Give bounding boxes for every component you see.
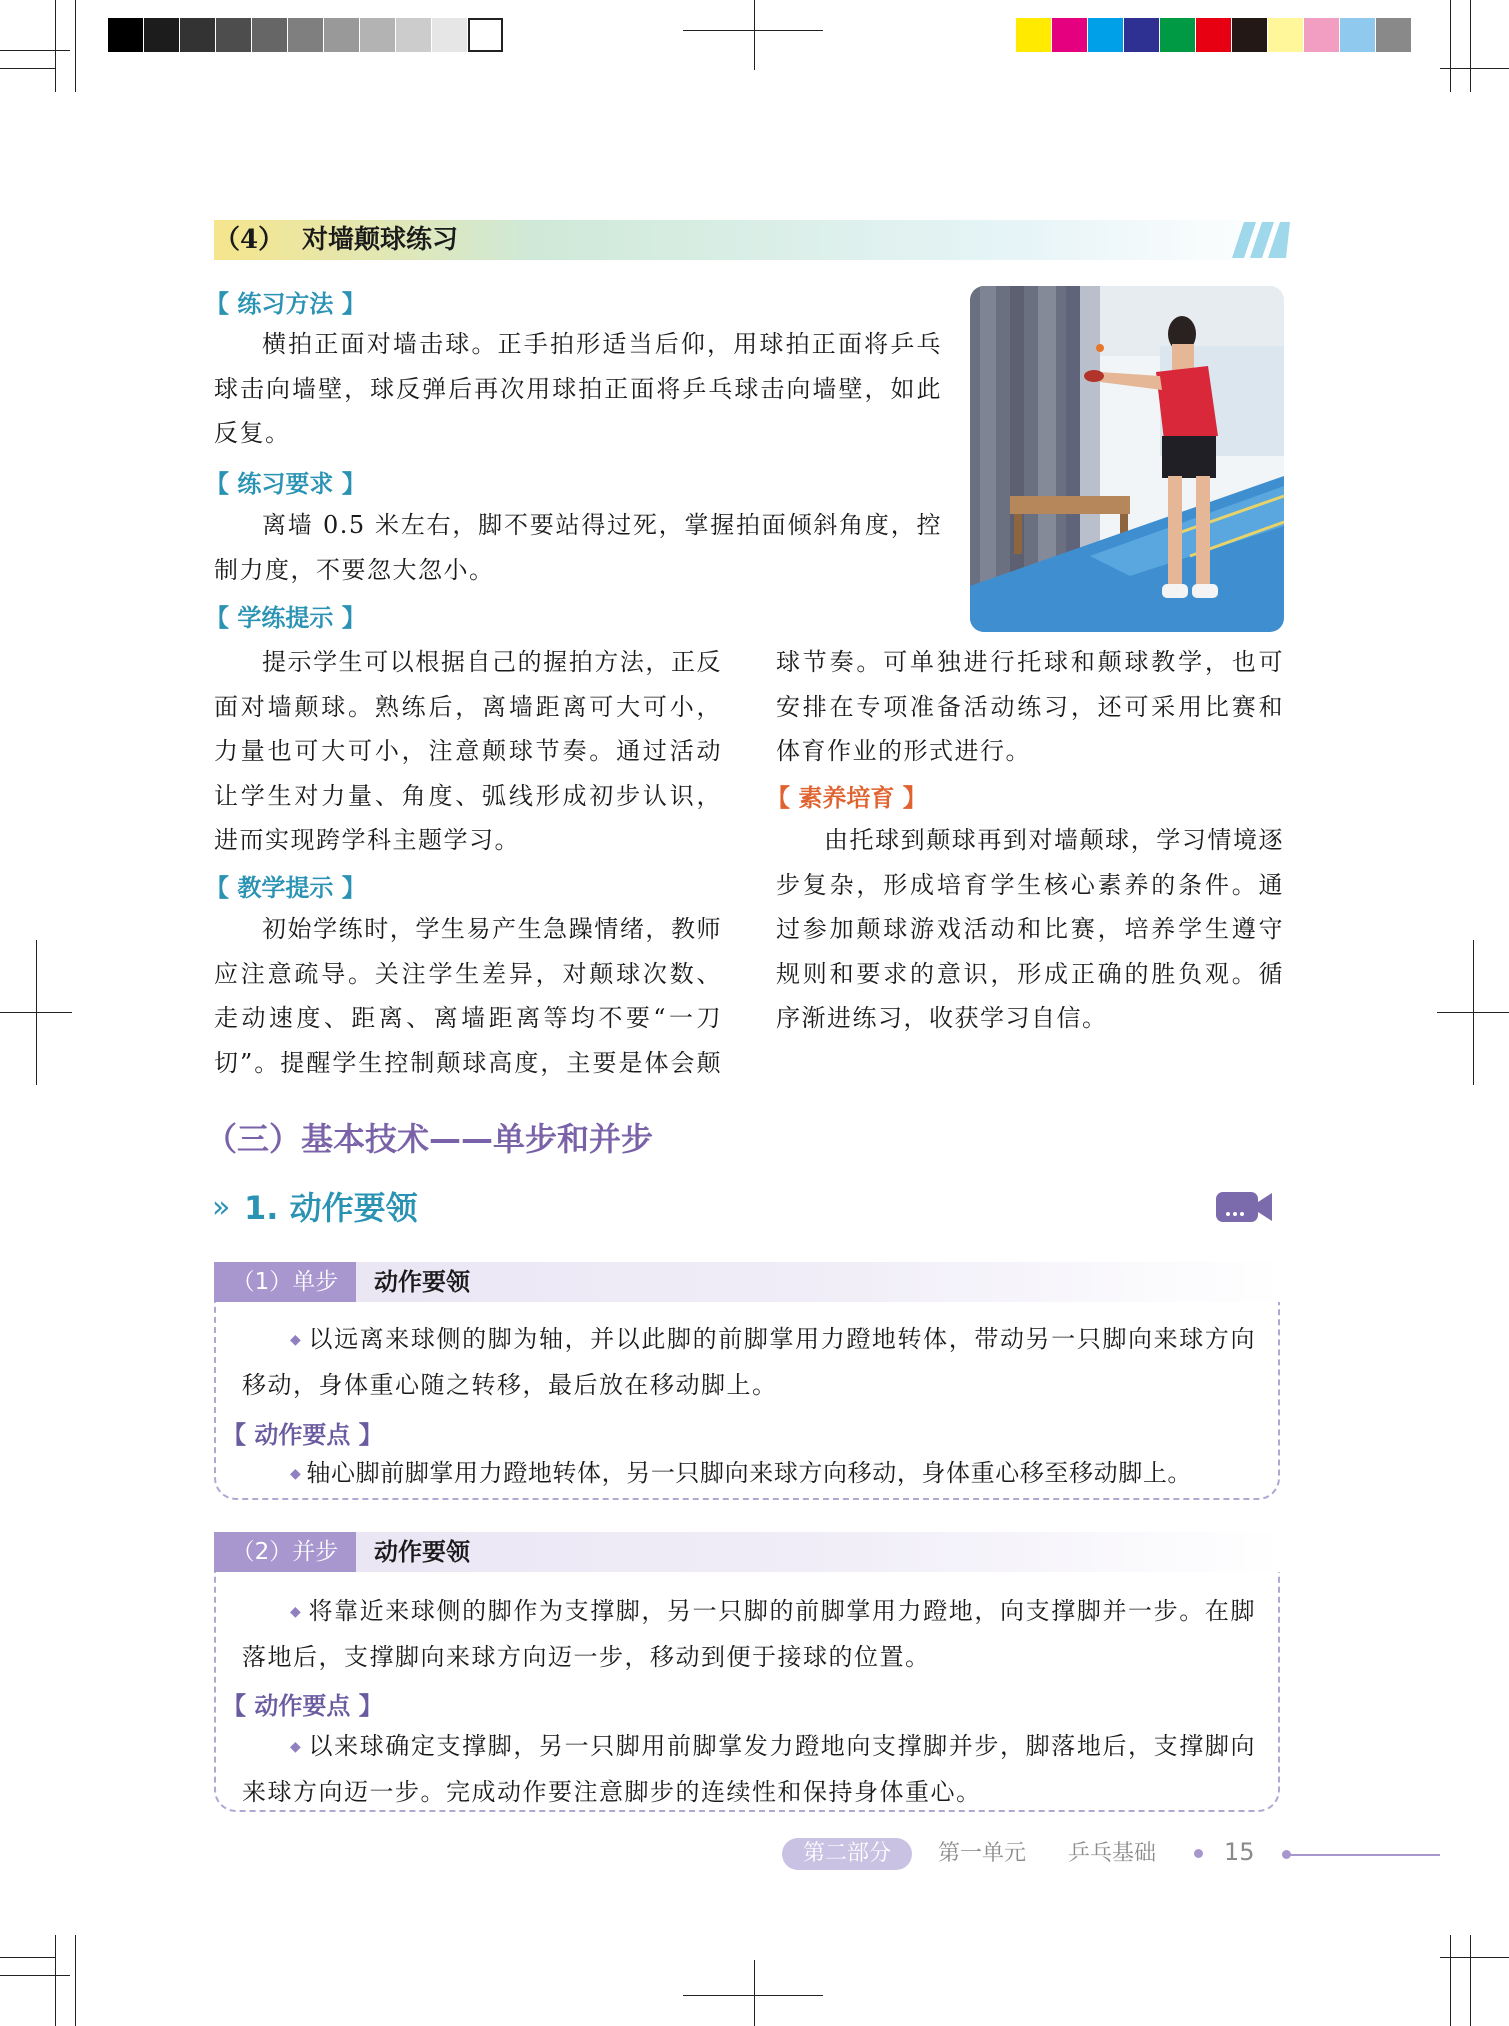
color-swatch (180, 18, 215, 52)
page-number: 15 (1224, 1838, 1255, 1866)
color-swatch (1268, 18, 1303, 52)
single-step-label: （1）单步 (214, 1262, 356, 1302)
color-swatch (1340, 18, 1375, 52)
method-tag: 【 练习方法 】 (205, 290, 366, 318)
color-swatch (108, 18, 143, 52)
color-swatch (1232, 18, 1267, 52)
color-swatch (396, 18, 431, 52)
teaching-tips-tag: 【 教学提示 】 (205, 874, 366, 902)
single-step-points-text: ◆ 轴心脚前脚掌用力蹬地转体，另一只脚向来球方向移动，身体重心移至移动脚上。 (290, 1459, 1193, 1487)
color-swatch (1304, 18, 1339, 52)
section-heading: （三）基本技术——单步和并步 (205, 1120, 654, 1158)
teaching-tips-text: 初始学练时，学生易产生急躁情绪，教师应注意疏导。关注学生差异，对颠球次数、走动速度、距离、离墙距离等均不要“一刀切”。提醒学生控制颠球高度，主要是体会颠 (214, 915, 722, 1077)
footer-unit: 第一单元 (938, 1841, 1027, 1866)
footer-dot-icon (1194, 1849, 1203, 1858)
side-step-points-tag: 【 动作要点 】 (222, 1692, 383, 1720)
learning-tips-tag: 【 学练提示 】 (205, 604, 366, 632)
color-swatch (1376, 18, 1411, 52)
color-swatch (1196, 18, 1231, 52)
single-step-points-tag: 【 动作要点 】 (222, 1421, 383, 1449)
learning-tips-text: 提示学生可以根据自己的握拍方法，正反面对墙颠球。熟练后，离墙距离可大可小，力量也可大可小，注意颠球节奏。通过活动让学生对力量、角度、弧线形成初步认识，进而实现跨学科主题学习。 (214, 648, 722, 854)
color-swatch (1016, 18, 1051, 52)
teaching-tips-continuation: 球节奏。可单独进行托球和颠球教学，也可安排在专项准备活动练习，还可采用比赛和体育作业的形式进行。 (776, 648, 1284, 765)
section-number: （4） (214, 225, 285, 255)
side-step-points-text: ◆ 以来球确定支撑脚，另一只脚用前脚掌发力蹬地向支撑脚并步，脚落地后，支撑脚向来球方向迈一步。完成动作要注意脚步的连续性和保持身体重心。 (242, 1732, 1257, 1806)
subsection-heading: 1. 动作要领 (244, 1189, 418, 1227)
section-title: 对墙颠球练习 (302, 225, 459, 255)
side-step-label: （2）并步 (214, 1532, 356, 1572)
color-swatch (468, 18, 503, 52)
footer-part: 第二部分 (782, 1838, 912, 1870)
color-swatch (288, 18, 323, 52)
diamond-bullet-icon: ◆ (290, 1739, 309, 1755)
side-step-title: 动作要领 (374, 1538, 470, 1566)
method-text: 横拍正面对墙击球。正手拍形适当后仰，用球拍正面将乒乓球击向墙壁，球反弹后再次用球拍正面将乒乓球击向墙壁，如此反复。 (214, 330, 942, 447)
requirement-tag: 【 练习要求 】 (205, 470, 366, 498)
video-camera-icon[interactable] (1216, 1190, 1272, 1224)
single-step-title: 动作要领 (374, 1268, 470, 1296)
requirement-text: 离墙 0.5 米左右，脚不要站得过死，掌握拍面倾斜角度，控制力度，不要忽大忽小。 (214, 511, 942, 584)
footer-rule (1290, 1854, 1440, 1856)
diamond-bullet-icon: ◆ (290, 1332, 309, 1348)
subsection-marker: » (212, 1190, 231, 1225)
footer-topic: 乒乓基础 (1068, 1841, 1157, 1866)
color-swatch (252, 18, 287, 52)
diamond-bullet-icon: ◆ (290, 1604, 309, 1620)
wall-practice-photo (970, 286, 1284, 632)
color-swatch (1160, 18, 1195, 52)
literacy-tag: 【 素养培育 】 (766, 784, 927, 812)
header-stripes-icon (1230, 222, 1290, 258)
color-swatch (360, 18, 395, 52)
color-swatch (432, 18, 467, 52)
color-swatch (1088, 18, 1123, 52)
color-swatch (324, 18, 359, 52)
color-swatch (216, 18, 251, 52)
literacy-text: 由托球到颠球再到对墙颠球，学习情境逐步复杂，形成培育学生核心素养的条件。通过参加颠球游戏活动和比赛，培养学生遵守规则和要求的意识，形成正确的胜负观。循序渐进练习，收获学习自信。 (776, 826, 1284, 1032)
color-swatch (1124, 18, 1159, 52)
diamond-bullet-icon: ◆ (290, 1466, 307, 1482)
side-step-text: ◆ 将靠近来球侧的脚作为支撑脚，另一只脚的前脚掌用力蹬地，向支撑脚并一步。在脚落地后，支撑脚向来球方向迈一步，移动到便于接球的位置。 (242, 1597, 1257, 1671)
single-step-text: ◆ 以远离来球侧的脚为轴，并以此脚的前脚掌用力蹬地转体，带动另一只脚向来球方向移动，身体重心随之转移，最后放在移动脚上。 (242, 1325, 1257, 1399)
color-swatch (144, 18, 179, 52)
color-swatch (1052, 18, 1087, 52)
